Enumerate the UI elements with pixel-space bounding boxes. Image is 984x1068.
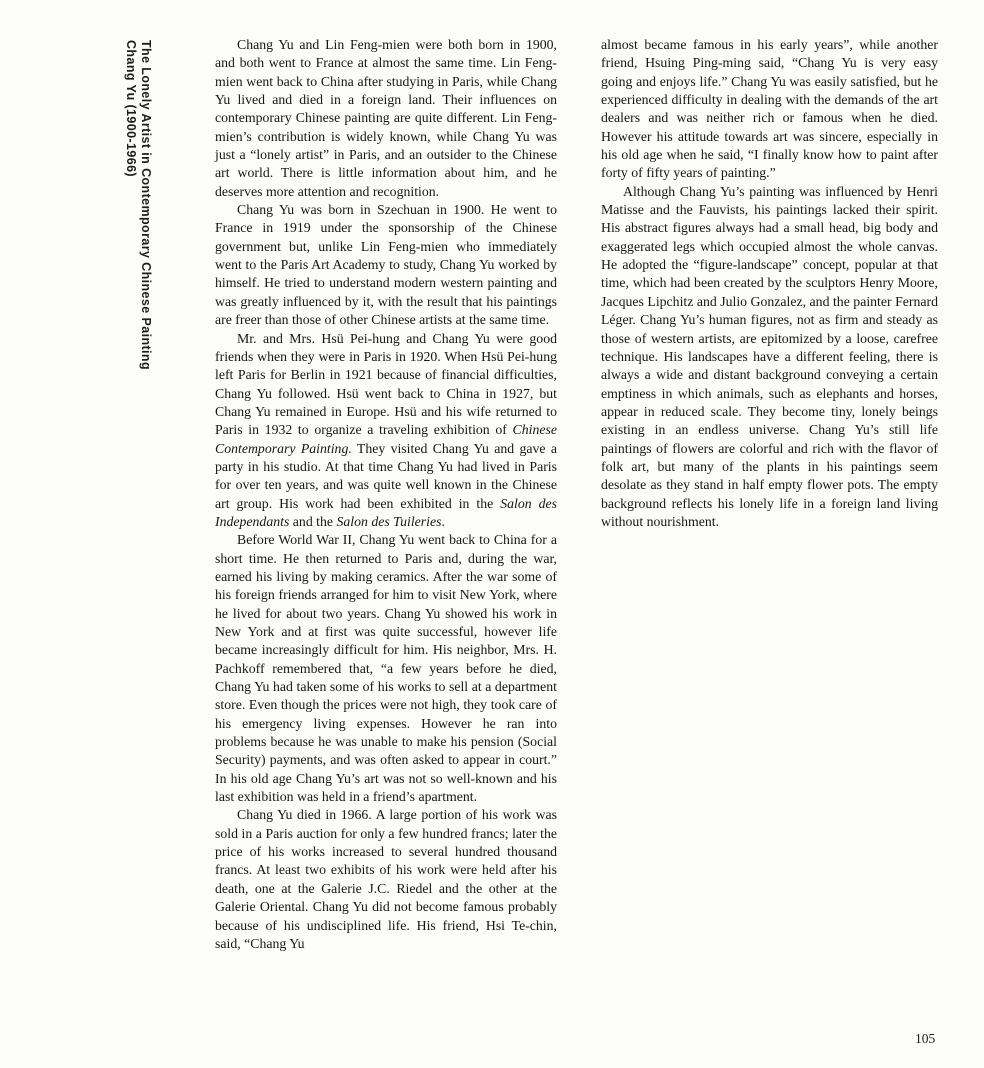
paragraph (215, 806, 557, 953)
text-column-left (215, 36, 557, 953)
text-segment: almost became famous in his early years”, while another friend, Hsuing Ping-ming said, “Chang Yu is very easy going and enjoys life.” Chang Yu was easily satisfied, but he experienced difficulty in dealing with the demands of the art dealers and was neither rich or famous when he died. However his attitude towards art was sincere, especially in his old age when he said, “I finally know how to paint after forty of fifty years of painting.” (601, 37, 938, 181)
paragraph (601, 183, 938, 532)
italic-text-segment: Salon des Independants (215, 495, 557, 529)
text-segment: Chang Yu and Lin Feng-mien were both born in 1900, and both went to France at almost the same time. Lin Feng-mien went back to China after studying in Paris, while Chang Yu lived and died in a foreign land. Their influences on contemporary Chinese painting are quite different. Lin Feng-mien’s contribution is widely known, while Chang Yu was just a “lonely artist” in Paris, and an outsider to the Chinese art world. There is little information about him, and he deserves more attention and recognition. (215, 37, 557, 199)
sidebar-title (123, 40, 153, 370)
italic-text-segment: Salon des Tuileries (336, 513, 442, 529)
page-number: 105 (915, 1031, 936, 1046)
paragraph (215, 330, 557, 532)
text-segment: and the (289, 513, 337, 529)
paragraph (215, 201, 557, 329)
sidebar-title-subtitle: The Lonely Artist in Contemporary Chinese Painting (139, 40, 153, 370)
paragraph (601, 36, 938, 183)
text-segment: Chang Yu was born in Szechuan in 1900. He went to France in 1919 under the sponsorship of the Chinese government but, unlike Lin Feng-mien who immediately went to the Paris Art Academy to study, Chang Yu worked by himself. He tried to understand modern western painting and was greatly influenced by it, with the result that his paintings are freer than those of other Chinese artists at the same time. (215, 202, 557, 328)
text-segment: Before World War II, Chang Yu went back to China for a short time. He then returned to Paris and, during the war, earned his living by making ceramics. After the war some of his foreign friends arranged for him to visit New York, where he lived for about two years. Chang Yu showed his work in New York and at first was quite successful, however life became increasingly difficult for him. His neighbor, Mrs. H. Pachkoff remembered that, “a few years before he died, Chang Yu had taken some of his works to sell at a department store. Even though the prices were not high, they took care of his emergency living expenses. However he ran into problems because he was unable to make his pension (Social Security) payments, and was often asked to appear in court.” In his old age Chang Yu’s art was not so well-known and his last exhibition was held in a friend’s apartment. (215, 532, 557, 805)
text-segment: . (441, 513, 445, 529)
text-segment: Although Chang Yu’s painting was influenced by Henri Matisse and the Fauvists, his paintings lacked their spirit. His abstract figures always had a small head, big body and exaggerated legs which occupied almost the whole canvas. He adopted the “figure-landscape” concept, popular at that time, which had been created by the sculptors Henry Moore, Jacques Lipchitz and Julio Gonzalez, and the painter Fernard Léger. Chang Yu’s human figures, not as firm and steady as those of western artists, are epitomized by a loose, carefree technique. His landscapes have a different feeling, there is always a wide and distant background conveying a certain emptiness in which animals, such as elephants and horses, appear in reduced scale. They become tiny, lonely beings existing in an endless universe. Chang Yu’s still life paintings of flowers are colorful and rich with the flavor of folk art, but many of the plants in his paintings seem desolate as they stand in half empty flower pots. The empty background reflects his lonely life in a foreign land living without nourishment. (601, 183, 938, 529)
text-column-right (601, 36, 938, 531)
sidebar-title-main: Chang Yu (1900-1966) (124, 40, 138, 177)
text-segment: They visited Chang Yu and gave a party in his studio. At that time Chang Yu had lived in Paris for over ten years, and was quite well known in the Chinese art group. His work had been exhibited in the (215, 440, 557, 511)
paragraph (215, 531, 557, 806)
paragraph (215, 36, 557, 201)
text-segment: Chang Yu died in 1966. A large portion of his work was sold in a Paris auction for only a few hundred francs; later the price of his works increased to several hundred thousand francs. At least two exhibits of his work were held after his death, one at the Galerie J.C. Riedel and the other at the Galerie Oriental. Chang Yu did not become famous probably because of his undisciplined life. His friend, Hsi Te-chin, said, “Chang Yu (215, 807, 557, 951)
italic-text-segment: Chinese Contemporary Painting. (215, 422, 557, 456)
text-segment: Mr. and Mrs. Hsü Pei-hung and Chang Yu were good friends when they were in Paris in 1920. When Hsü Pei-hung left Paris for Berlin in 1921 because of financial difficulties, Chang Yu followed. Hsü went back to China in 1927, but Chang Yu remained in Europe. Hsü and his wife returned to Paris in 1932 to organize a traveling exhibition of (215, 330, 557, 438)
